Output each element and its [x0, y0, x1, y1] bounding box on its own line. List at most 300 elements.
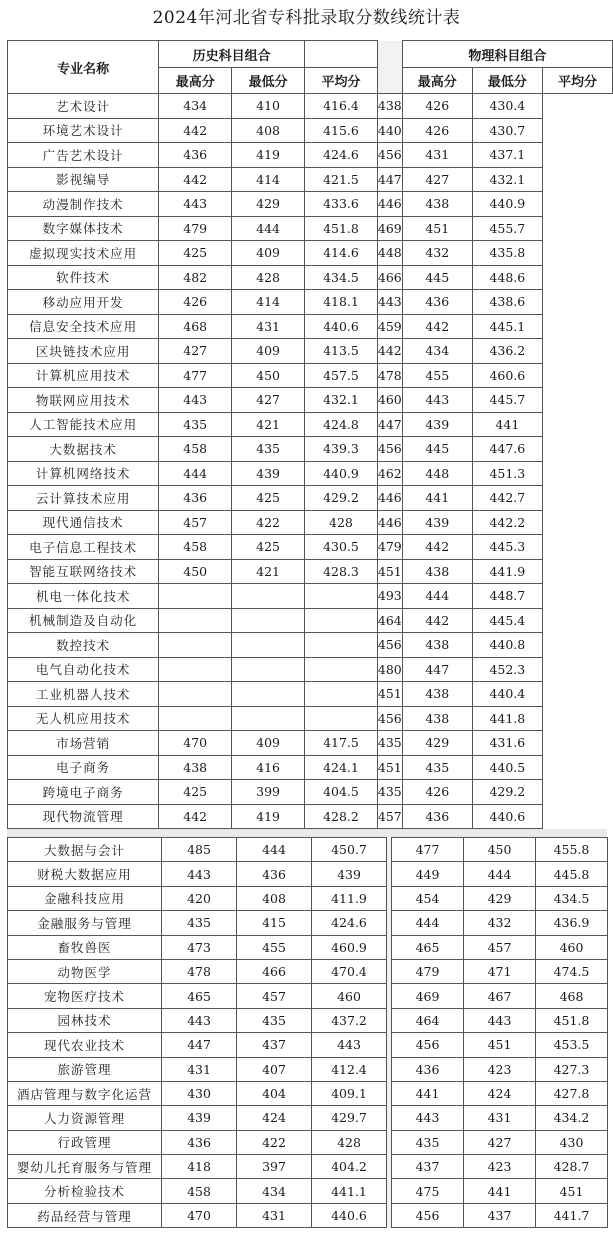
cell-history-avg: 424.6: [305, 143, 378, 168]
cell-history-min: 428: [232, 265, 305, 290]
cell-physics-min: 448: [402, 461, 472, 486]
cell-physics-avg: 441: [472, 412, 542, 437]
cell-history-max: 434: [159, 94, 232, 119]
cell-physics-max: 477: [392, 838, 464, 862]
cell-history-min: 457: [237, 984, 312, 1008]
cell-physics-avg: 452.3: [472, 657, 542, 682]
cell-physics-min: 447: [402, 657, 472, 682]
cell-physics-avg: 468: [536, 984, 608, 1008]
cell-physics-min: 467: [464, 984, 536, 1008]
cell-physics-max: 435: [377, 731, 402, 756]
score-table-part1: [7, 40, 613, 829]
cell-history-avg: 450.7: [312, 838, 387, 862]
cell-physics-min: 451: [402, 216, 472, 241]
cell-physics-max: 447: [377, 167, 402, 192]
cell-major: 人工智能技术应用: [8, 412, 159, 437]
cell-major: 分析检验技术: [8, 1179, 162, 1203]
cell-history-min: 407: [237, 1057, 312, 1081]
cell-physics-avg: 435.8: [472, 241, 542, 266]
cell-major: 软件技术: [8, 265, 159, 290]
cell-physics-avg: 442.2: [472, 510, 542, 535]
cell-history-max: 485: [162, 838, 237, 862]
header-history-group: 历史科目组合: [159, 41, 305, 68]
cell-physics-max: 443: [377, 290, 402, 315]
cell-history-avg: 470.4: [312, 959, 387, 983]
cell-physics-avg: 453.5: [536, 1033, 608, 1057]
cell-history-max: 470: [162, 1203, 237, 1227]
cell-history-avg: 440.6: [305, 314, 378, 339]
cell-physics-max: 456: [392, 1203, 464, 1227]
table-row: [8, 935, 608, 959]
header-physics-min: 最低分: [472, 68, 542, 94]
cell-major: 行政管理: [8, 1130, 162, 1154]
cell-physics-avg: 436.2: [472, 339, 542, 364]
cell-history-avg: 439.3: [305, 437, 378, 462]
cell-physics-max: 454: [392, 886, 464, 910]
cell-physics-max: 466: [377, 265, 402, 290]
table-row: [8, 1106, 608, 1130]
cell-history-max: 425: [159, 241, 232, 266]
cell-major: 现代农业技术: [8, 1033, 162, 1057]
cell-history-min: 414: [232, 167, 305, 192]
cell-history-max: 450: [159, 559, 232, 584]
cell-physics-avg: 474.5: [536, 959, 608, 983]
cell-history-min: 421: [232, 412, 305, 437]
cell-physics-avg: 440.6: [472, 804, 542, 829]
table-row: [8, 192, 613, 217]
cell-history-min: 444: [237, 838, 312, 862]
cell-history-avg: [305, 608, 378, 633]
cell-major: 动漫制作技术: [8, 192, 159, 217]
cell-major: 计算机应用技术: [8, 363, 159, 388]
cell-physics-avg: 455.7: [472, 216, 542, 241]
cell-history-max: 458: [162, 1179, 237, 1203]
column-separator: [377, 41, 402, 94]
cell-physics-min: 442: [402, 314, 472, 339]
cell-history-max: 457: [159, 510, 232, 535]
table-row: [8, 510, 613, 535]
cell-history-max: 447: [162, 1033, 237, 1057]
cell-physics-min: 441: [464, 1179, 536, 1203]
cell-major: 工业机器人技术: [8, 682, 159, 707]
cell-physics-min: 439: [402, 412, 472, 437]
table-row: [8, 118, 613, 143]
table-row: [8, 804, 613, 829]
cell-history-min: [232, 682, 305, 707]
cell-history-max: 442: [159, 804, 232, 829]
cell-history-avg: [305, 633, 378, 658]
table-row: [8, 143, 613, 168]
cell-physics-max: 456: [392, 1033, 464, 1057]
cell-physics-min: 442: [402, 535, 472, 560]
cell-history-avg: 460: [312, 984, 387, 1008]
header-history-avg: 平均分: [305, 68, 378, 94]
header-major: 专业名称: [8, 41, 159, 94]
cell-major: 财税大数据应用: [8, 862, 162, 886]
cell-physics-min: 429: [402, 731, 472, 756]
cell-physics-max: 440: [377, 118, 402, 143]
cell-physics-max: 447: [377, 412, 402, 437]
cell-physics-max: 469: [377, 216, 402, 241]
cell-physics-min: 443: [402, 388, 472, 413]
cell-major: 电子信息工程技术: [8, 535, 159, 560]
table-row: [8, 1155, 608, 1179]
cell-history-min: 439: [232, 461, 305, 486]
cell-history-avg: 428: [305, 510, 378, 535]
header-blank: [305, 41, 378, 68]
cell-history-max: [159, 682, 232, 707]
cell-history-max: 478: [162, 959, 237, 983]
cell-physics-max: 451: [377, 682, 402, 707]
cell-physics-max: 459: [377, 314, 402, 339]
cell-physics-min: 431: [464, 1106, 536, 1130]
cell-history-max: [159, 657, 232, 682]
cell-history-min: 422: [232, 510, 305, 535]
cell-history-max: 477: [159, 363, 232, 388]
cell-history-min: [232, 706, 305, 731]
cell-history-max: 443: [162, 1008, 237, 1032]
cell-physics-min: 424: [464, 1081, 536, 1105]
cell-major: 金融服务与管理: [8, 911, 162, 935]
table-row: [8, 862, 608, 886]
page-title: 2024年河北省专科批录取分数线统计表: [152, 8, 461, 28]
cell-history-min: 408: [232, 118, 305, 143]
cell-physics-max: 442: [377, 339, 402, 364]
table-row: [8, 314, 613, 339]
cell-history-avg: 424.6: [312, 911, 387, 935]
cell-history-min: [232, 584, 305, 609]
cell-physics-max: 446: [377, 510, 402, 535]
cell-history-max: [159, 608, 232, 633]
cell-physics-max: 451: [377, 755, 402, 780]
cell-physics-min: 429: [464, 886, 536, 910]
cell-physics-avg: 451.8: [536, 1008, 608, 1032]
cell-history-avg: 421.5: [305, 167, 378, 192]
cell-history-min: 416: [232, 755, 305, 780]
cell-physics-min: 438: [402, 682, 472, 707]
cell-history-min: 422: [237, 1130, 312, 1154]
cell-history-min: 414: [232, 290, 305, 315]
cell-history-avg: [305, 584, 378, 609]
cell-history-min: 419: [232, 143, 305, 168]
cell-major: 金融科技应用: [8, 886, 162, 910]
cell-history-avg: 404.5: [305, 780, 378, 805]
header-physics-avg: 平均分: [542, 68, 612, 94]
cell-history-avg: 428.2: [305, 804, 378, 829]
cell-history-min: [232, 657, 305, 682]
cell-history-max: [159, 706, 232, 731]
cell-physics-max: 464: [392, 1008, 464, 1032]
cell-major: 婴幼儿托育服务与管理: [8, 1155, 162, 1179]
cell-history-max: 465: [162, 984, 237, 1008]
cell-history-max: 470: [159, 731, 232, 756]
table-row: [8, 1081, 608, 1105]
cell-history-max: 420: [162, 886, 237, 910]
cell-physics-min: 438: [402, 559, 472, 584]
cell-physics-max: 457: [377, 804, 402, 829]
cell-physics-min: 445: [402, 265, 472, 290]
cell-physics-avg: 437.1: [472, 143, 542, 168]
cell-history-max: 479: [159, 216, 232, 241]
cell-physics-avg: 440.4: [472, 682, 542, 707]
table-row: [8, 265, 613, 290]
cell-history-min: 444: [232, 216, 305, 241]
cell-history-avg: [305, 706, 378, 731]
cell-major: 动物医学: [8, 959, 162, 983]
cell-history-min: 410: [232, 94, 305, 119]
cell-history-min: [232, 633, 305, 658]
cell-physics-min: 439: [402, 510, 472, 535]
cell-history-max: 426: [159, 290, 232, 315]
cell-physics-min: 434: [402, 339, 472, 364]
header-physics-group: 物理科目组合: [402, 41, 612, 68]
cell-history-min: 408: [237, 886, 312, 910]
cell-history-avg: 460.9: [312, 935, 387, 959]
header-history-min: 最低分: [232, 68, 305, 94]
cell-history-avg: 417.5: [305, 731, 378, 756]
cell-history-max: 458: [159, 535, 232, 560]
cell-physics-avg: 445.7: [472, 388, 542, 413]
cell-history-avg: 428: [312, 1130, 387, 1154]
cell-physics-min: 443: [464, 1008, 536, 1032]
cell-physics-avg: 447.6: [472, 437, 542, 462]
cell-physics-min: 426: [402, 94, 472, 119]
cell-major: 移动应用开发: [8, 290, 159, 315]
table-row: [8, 437, 613, 462]
cell-major: 物联网应用技术: [8, 388, 159, 413]
table-row: [8, 780, 613, 805]
cell-physics-avg: 445.3: [472, 535, 542, 560]
cell-history-max: 435: [159, 412, 232, 437]
cell-physics-min: 432: [464, 911, 536, 935]
cell-history-max: 473: [162, 935, 237, 959]
table-row: [8, 559, 613, 584]
cell-physics-max: 479: [392, 959, 464, 983]
cell-history-avg: 439: [312, 862, 387, 886]
header-history-max: 最高分: [159, 68, 232, 94]
cell-physics-max: 435: [377, 780, 402, 805]
cell-history-avg: 418.1: [305, 290, 378, 315]
cell-physics-max: 443: [392, 1106, 464, 1130]
table-row: [8, 1179, 608, 1203]
cell-major: 跨境电子商务: [8, 780, 159, 805]
cell-history-min: 425: [232, 535, 305, 560]
cell-major: 虚拟现实技术应用: [8, 241, 159, 266]
cell-physics-min: 435: [402, 755, 472, 780]
cell-history-min: 399: [232, 780, 305, 805]
cell-history-min: [232, 608, 305, 633]
table-body-part2: [8, 838, 608, 1228]
cell-physics-avg: 445.8: [536, 862, 608, 886]
cell-history-avg: 424.8: [305, 412, 378, 437]
cell-history-avg: 413.5: [305, 339, 378, 364]
cell-history-max: 468: [159, 314, 232, 339]
cell-history-min: 424: [237, 1106, 312, 1130]
cell-physics-avg: 441.7: [536, 1203, 608, 1227]
cell-physics-avg: 440.9: [472, 192, 542, 217]
cell-history-min: 450: [232, 363, 305, 388]
cell-physics-min: 455: [402, 363, 472, 388]
table-row: [8, 216, 613, 241]
cell-history-avg: 429.7: [312, 1106, 387, 1130]
cell-physics-avg: 427.3: [536, 1057, 608, 1081]
cell-physics-max: 435: [392, 1130, 464, 1154]
cell-physics-avg: 451: [536, 1179, 608, 1203]
cell-physics-min: 438: [402, 706, 472, 731]
cell-history-max: 444: [159, 461, 232, 486]
table-row: [8, 1033, 608, 1057]
cell-physics-min: 444: [402, 584, 472, 609]
cell-physics-min: 436: [402, 804, 472, 829]
cell-physics-min: 438: [402, 633, 472, 658]
cell-physics-max: 444: [392, 911, 464, 935]
cell-physics-min: 427: [402, 167, 472, 192]
cell-history-min: 404: [237, 1081, 312, 1105]
cell-physics-max: 464: [377, 608, 402, 633]
cell-major: 艺术设计: [8, 94, 159, 119]
cell-history-min: 429: [232, 192, 305, 217]
cell-physics-max: 480: [377, 657, 402, 682]
table-row: [8, 633, 613, 658]
cell-physics-avg: 445.1: [472, 314, 542, 339]
cell-major: 广告艺术设计: [8, 143, 159, 168]
cell-physics-avg: 427.8: [536, 1081, 608, 1105]
cell-physics-avg: 428.7: [536, 1155, 608, 1179]
score-table-part2: [7, 837, 608, 1228]
cell-history-max: 438: [159, 755, 232, 780]
cell-history-min: 419: [232, 804, 305, 829]
table-row: [8, 706, 613, 731]
cell-history-max: 443: [159, 192, 232, 217]
cell-physics-avg: 430.7: [472, 118, 542, 143]
cell-history-max: [159, 633, 232, 658]
table-row: [8, 535, 613, 560]
cell-physics-avg: 441.9: [472, 559, 542, 584]
header-physics-max: 最高分: [402, 68, 472, 94]
cell-history-min: 409: [232, 339, 305, 364]
cell-physics-avg: 429.2: [472, 780, 542, 805]
cell-physics-min: 423: [464, 1057, 536, 1081]
cell-history-avg: 415.6: [305, 118, 378, 143]
cell-history-min: 425: [232, 486, 305, 511]
cell-physics-min: 457: [464, 935, 536, 959]
cell-physics-min: 445: [402, 437, 472, 462]
cell-physics-min: 450: [464, 838, 536, 862]
cell-history-avg: 437.2: [312, 1008, 387, 1032]
cell-history-max: 436: [159, 486, 232, 511]
cell-physics-min: 426: [402, 780, 472, 805]
cell-history-max: 442: [159, 167, 232, 192]
cell-physics-avg: 440.8: [472, 633, 542, 658]
cell-history-min: 397: [237, 1155, 312, 1179]
table-row: [8, 886, 608, 910]
cell-physics-min: 444: [464, 862, 536, 886]
cell-physics-max: 446: [377, 486, 402, 511]
cell-history-max: 418: [162, 1155, 237, 1179]
table-row: [8, 838, 608, 862]
cell-physics-max: 465: [392, 935, 464, 959]
cell-major: 数字媒体技术: [8, 216, 159, 241]
cell-physics-max: 448: [377, 241, 402, 266]
cell-physics-min: 427: [464, 1130, 536, 1154]
cell-history-max: 443: [159, 388, 232, 413]
cell-history-min: 415: [237, 911, 312, 935]
table-row: [8, 682, 613, 707]
cell-physics-avg: 441.8: [472, 706, 542, 731]
cell-physics-max: 436: [392, 1057, 464, 1081]
cell-history-avg: 424.1: [305, 755, 378, 780]
cell-major: 无人机应用技术: [8, 706, 159, 731]
cell-physics-min: 423: [464, 1155, 536, 1179]
cell-physics-avg: 442.7: [472, 486, 542, 511]
table-row: [8, 461, 613, 486]
table-row: [8, 1057, 608, 1081]
cell-history-avg: 440.9: [305, 461, 378, 486]
table-row: [8, 608, 613, 633]
cell-physics-avg: 440.5: [472, 755, 542, 780]
cell-physics-max: 493: [377, 584, 402, 609]
cell-physics-avg: 430.4: [472, 94, 542, 119]
cell-physics-avg: 448.6: [472, 265, 542, 290]
cell-physics-min: 432: [402, 241, 472, 266]
cell-physics-avg: 430: [536, 1130, 608, 1154]
cell-history-max: 431: [162, 1057, 237, 1081]
cell-history-min: 434: [237, 1179, 312, 1203]
cell-physics-avg: 460: [536, 935, 608, 959]
cell-history-max: 427: [159, 339, 232, 364]
cell-major: 大数据与会计: [8, 838, 162, 862]
cell-physics-max: 456: [377, 706, 402, 731]
cell-physics-max: 456: [377, 143, 402, 168]
cell-physics-min: 437: [464, 1203, 536, 1227]
cell-history-avg: 451.8: [305, 216, 378, 241]
cell-major: 现代物流管理: [8, 804, 159, 829]
table-row: [8, 167, 613, 192]
cell-history-avg: 428.3: [305, 559, 378, 584]
cell-major: 大数据技术: [8, 437, 159, 462]
cell-history-max: 443: [162, 862, 237, 886]
cell-history-min: 409: [232, 731, 305, 756]
table-row: [8, 94, 613, 119]
table-body-part1: [8, 94, 613, 829]
cell-history-avg: 411.9: [312, 886, 387, 910]
cell-history-avg: 440.6: [312, 1203, 387, 1227]
cell-physics-min: 431: [402, 143, 472, 168]
cell-physics-max: 475: [392, 1179, 464, 1203]
cell-physics-avg: 432.1: [472, 167, 542, 192]
cell-physics-max: 478: [377, 363, 402, 388]
cell-physics-avg: 448.7: [472, 584, 542, 609]
cell-physics-min: 442: [402, 608, 472, 633]
cell-physics-min: 438: [402, 192, 472, 217]
table-row: [8, 984, 608, 1008]
cell-history-avg: 430.5: [305, 535, 378, 560]
table-row: [8, 1130, 608, 1154]
cell-major: 环境艺术设计: [8, 118, 159, 143]
cell-physics-avg: 436.9: [536, 911, 608, 935]
table-row: [8, 412, 613, 437]
cell-history-max: 436: [159, 143, 232, 168]
cell-history-min: 466: [237, 959, 312, 983]
table-row: [8, 1008, 608, 1032]
cell-history-min: 437: [237, 1033, 312, 1057]
cell-physics-min: 451: [464, 1033, 536, 1057]
cell-physics-avg: 451.3: [472, 461, 542, 486]
cell-major: 信息安全技术应用: [8, 314, 159, 339]
cell-physics-max: 462: [377, 461, 402, 486]
cell-history-max: 435: [162, 911, 237, 935]
cell-physics-max: 441: [392, 1081, 464, 1105]
